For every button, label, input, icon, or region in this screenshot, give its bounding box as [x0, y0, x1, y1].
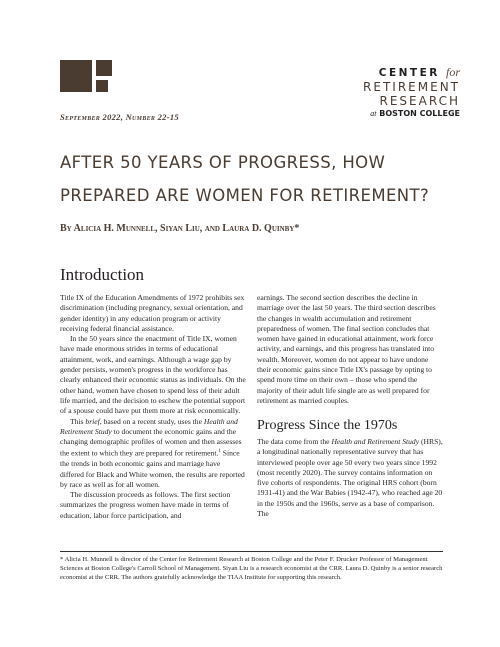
- paragraph: This brief, based on a recent study, uses the Health and Retirement Study to document the economic gains and the changing demographic profiles of women and then assesses the extent to which they are prepared for retirement.$^1$ Since the trends in both economic gains and marriage have differed for Black and White women, the results are reported by race as well as for all women.: [60, 416, 245, 489]
- logo-retirement: RETIREMENT: [363, 80, 460, 94]
- logo-square-top: [96, 60, 112, 76]
- logo-research: RESEARCH: [379, 94, 460, 108]
- paragraph: The data come from the Health and Retirement Study (HRS), a longitudinal nationally representative survey that has interviewed people over age 50 every two years since 1992 (most recently 2020). The survey contains information on five cohorts of respondents. The original HRS cohort (born 1931-41) and the War Babies (1942-47), who reached age 20 in the 1950s and the 1960s, serve as a base of comparison. The: [257, 437, 443, 519]
- authors-line: By Alicia H. Munnell, Siyan Liu, and Laura D. Quinby*: [60, 223, 300, 234]
- body-column-left: [60, 293, 246, 521]
- logo-square-large: [60, 60, 92, 92]
- body-column-right-lower: [257, 437, 443, 519]
- page-title: AFTER 50 YEARS OF PROGRESS, HOW PREPARED ARE WOMEN FOR RETIREMENT?: [60, 153, 430, 205]
- logo-square-bottom: [96, 80, 108, 92]
- section-heading-progress: Progress Since the 1970s: [257, 418, 398, 433]
- logo-boston-college: BOSTON COLLEGE: [379, 109, 460, 118]
- footnote-divider: [60, 551, 443, 552]
- paragraph: The discussion proceeds as follows. The first section summarizes the progress women have made in terms of education, labor force participation, and: [60, 490, 231, 520]
- paragraph: earnings. The second section describes the decline in marriage over the last 50 years. The third section describes the changes in wealth accumulation and retirement preparedness of women. The final section concludes that women have gained in educational attainment, work force activity, and earnings, and this progress has translated into wealth. Moreover, women do not appear to have undone their economic gains since Title IX's passage by opting to spend more time on their own – those who spend the majority of their adult life single are as well prepared for retirement as married couples.: [257, 293, 436, 405]
- footnote-ref[interactable]: 1: [218, 449, 221, 455]
- paragraph: Title IX of the Education Amendments of 1972 prohibits sex discrimination (including pregnancy, sexual orientation, and gender identity) in any education program or activity receiving federal financial assistance.: [60, 293, 245, 333]
- paragraph: In the 50 years since the enactment of Title IX, women have made enormous strides in terms of educational attainment, work, and earnings. Although a wage gap by gender persists, women's progress in the workforce has clearly enhanced their economic status as individuals. On the other hand, women have chosen to spend less of their adult life married, and the decision to eschew the potential support of a spouse could have put them more at risk economically.: [60, 334, 246, 416]
- logo-at: at: [370, 109, 377, 118]
- footnote: * Alicia H. Munnell is director of the Center for Retirement Research at Boston College and the Peter F. Drucker Professor of Management Sciences at Boston College's Carroll School of Management. Siyan Liu is a research economist at the CRR. Laura D. Quinby is a senior research economist at the CRR. The authors gratefully acknowledge the TIAA Institute for supporting this research.: [60, 556, 443, 581]
- logo-for: for: [445, 65, 460, 79]
- crr-logo: [340, 66, 460, 119]
- issue-meta: September 2022, Number 22-15: [60, 112, 179, 122]
- body-column-right: [257, 293, 443, 406]
- logo-center: CENTER: [378, 67, 440, 79]
- introduction-heading: Introduction: [60, 265, 145, 284]
